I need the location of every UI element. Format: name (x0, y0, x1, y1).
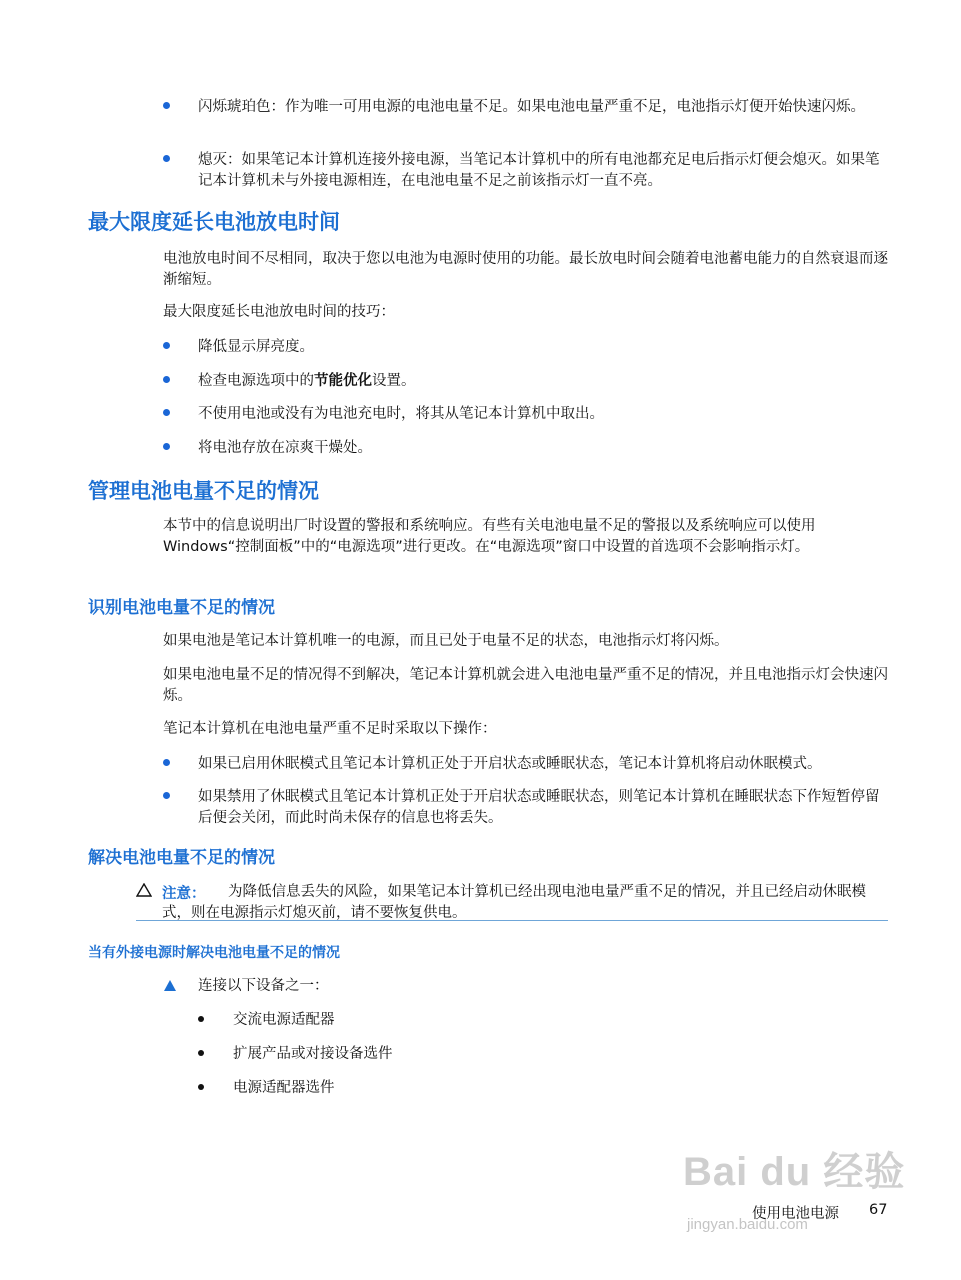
bullet-text-part: 设置。 (372, 373, 416, 389)
caution-icon (136, 883, 152, 897)
bullet-icon (198, 1084, 204, 1090)
bullet-icon (163, 792, 170, 799)
bullet-text: 扩展产品或对接设备选件 (233, 1046, 393, 1062)
bullet-text: 熄灭：如果笔记本计算机连接外接电源，当笔记本计算机中的所有电池都充足电后指示灯便会熄灭。如果笔记本计算机未与外接电源相连，在电池电量不足之前该指示灯一直不亮。 (198, 152, 880, 189)
paragraph: 笔记本计算机在电池电量严重不足时采取以下操作： (163, 721, 497, 737)
bullet-text: 闪烁琥珀色：作为唯一可用电源的电池电量不足。如果电池电量严重不足，电池指示灯便开始快速闪烁。 (198, 99, 865, 115)
page-number: 67 (869, 1202, 888, 1218)
bullet-icon (163, 342, 170, 349)
bullet-icon (163, 409, 170, 416)
section-heading: 最大限度延长电池放电时间 (88, 210, 340, 234)
caution-text: 为降低信息丢失的风险，如果笔记本计算机已经出现电池电量严重不足的情况，并且已经启动休眠模式，则在电源指示灯熄灭前，请不要恢复供电。 (162, 884, 866, 921)
baidu-watermark (683, 1140, 913, 1240)
bullet-text: 如果已启用休眠模式且笔记本计算机正处于开启状态或睡眠状态，笔记本计算机将启动休眠模式。 (198, 756, 822, 772)
subsection-heading: 当有外接电源时解决电池电量不足的情况 (88, 945, 340, 961)
subsection-heading: 解决电池电量不足的情况 (88, 848, 275, 868)
paragraph: 本节中的信息说明出厂时设置的警报和系统响应。有些有关电池电量不足的警报以及系统响应可以使用 Windows“控制面板”中的“电源选项”进行更改。在“电源选项”窗口中设置的首选项不会影响指示灯。 (163, 518, 816, 555)
subsection-heading: 识别电池电量不足的情况 (88, 598, 275, 618)
bullet-icon (198, 1016, 204, 1022)
setting-name: 节能优化 (314, 373, 372, 389)
bullet-icon (163, 443, 170, 450)
bullet-icon (163, 376, 170, 383)
paragraph: 电池放电时间不尽相同，取决于您以电池为电源时使用的功能。最长放电时间会随着电池蓄电能力的自然衰退而逐渐缩短。 (163, 251, 888, 288)
bullet-icon (163, 102, 170, 109)
caution-label: 注意： (162, 886, 206, 902)
paragraph: 如果电池电量不足的情况得不到解决，笔记本计算机就会进入电池电量严重不足的情况，并且电池指示灯会快速闪烁。 (163, 667, 888, 704)
bullet-text: 电源适配器选件 (233, 1080, 335, 1096)
paragraph: 如果电池是笔记本计算机唯一的电源，而且已处于电量不足的状态，电池指示灯将闪烁。 (163, 633, 729, 649)
bullet-text: 降低显示屏亮度。 (198, 339, 314, 355)
bullet-text (198, 371, 888, 392)
step-text: 连接以下设备之一： (198, 978, 329, 994)
caution-note (136, 880, 888, 921)
bullet-text: 交流电源适配器 (233, 1012, 335, 1028)
bullet-text-part: 检查电源选项中的 (198, 373, 314, 389)
bullet-icon (198, 1050, 204, 1056)
bullet-text: 如果禁用了休眠模式且笔记本计算机正处于开启状态或睡眠状态，则笔记本计算机在睡眠状态下作短暂停留后便会关闭，而此时尚未保存的信息也将丢失。 (198, 789, 880, 826)
step-triangle-icon (163, 979, 177, 992)
bullet-icon (163, 759, 170, 766)
watermark-url: jingyan.baidu.com (687, 1216, 808, 1233)
bullet-text: 不使用电池或没有为电池充电时，将其从笔记本计算机中取出。 (198, 406, 604, 422)
paragraph: 最大限度延长电池放电时间的技巧： (163, 304, 395, 320)
bullet-text: 将电池存放在凉爽干燥处。 (198, 440, 372, 456)
section-heading: 管理电池电量不足的情况 (88, 479, 319, 503)
footer-section-title: 使用电池电源 (752, 1206, 839, 1222)
bullet-icon (163, 155, 170, 162)
watermark-brand: Bai du 经验 (683, 1150, 906, 1194)
